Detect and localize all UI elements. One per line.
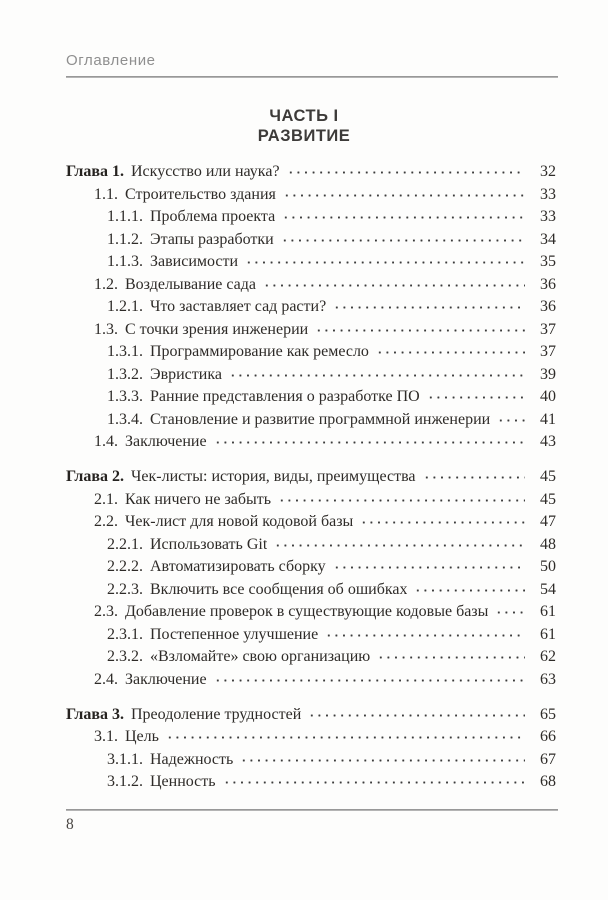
toc-entry — [66, 229, 556, 252]
dot-leader — [263, 284, 525, 287]
entry-number: Глава 3. — [66, 705, 124, 723]
entry-page: 36 — [540, 275, 556, 293]
entry-title: Цель — [125, 728, 159, 745]
dot-leader — [360, 521, 525, 524]
entry-number: 2.2.3. — [107, 580, 143, 598]
toc-entry — [66, 251, 556, 274]
dot-leader — [376, 351, 525, 354]
entry-number: 1.3.4. — [107, 410, 143, 428]
entry-number: 2.3. — [94, 603, 118, 620]
entry-number: Глава 1. — [66, 163, 124, 180]
entry-page: 35 — [540, 253, 556, 270]
toc-entry — [66, 579, 556, 602]
toc-entry — [66, 601, 556, 624]
entry-title: Искусство или наука? — [131, 163, 280, 180]
dot-leader — [214, 441, 525, 444]
toc-entry — [66, 319, 556, 342]
entry-number: 1.3. — [94, 320, 118, 338]
entry-title: Ранние представления о разработке ПО — [150, 388, 420, 405]
entry-number: 1.1. — [94, 185, 118, 203]
dot-leader — [281, 239, 525, 242]
entry-title: Заключение — [125, 433, 207, 450]
entry-number: 2.4. — [94, 670, 118, 688]
entry-number: 1.3.2. — [107, 365, 143, 383]
toc-entry — [66, 771, 556, 794]
entry-page: 66 — [540, 728, 556, 745]
toc-entry — [66, 386, 556, 409]
entry-title: Возделывание сада — [125, 275, 256, 293]
entry-page: 47 — [540, 513, 556, 530]
entry-title: Этапы разработки — [150, 230, 274, 248]
dot-leader — [427, 396, 525, 399]
entry-page: 34 — [540, 230, 556, 248]
entry-title: Включить все сообщения об ошибках — [150, 580, 408, 598]
toc-entry — [66, 274, 556, 297]
entry-number: 3.1.2. — [107, 773, 143, 790]
dot-leader — [497, 419, 525, 422]
dot-leader — [240, 759, 525, 762]
entry-number: 1.3.3. — [107, 388, 143, 405]
entry-number: 3.1.1. — [107, 750, 143, 768]
entry-number: 2.2. — [94, 513, 118, 530]
entry-page: 67 — [540, 750, 556, 768]
toc-entry — [66, 511, 556, 534]
entry-title: Преодоление трудностей — [131, 705, 302, 723]
entry-number: 1.3.1. — [107, 343, 143, 360]
entry-page: 50 — [540, 558, 556, 575]
entry-title: Заключение — [125, 670, 207, 688]
toc-entry — [66, 669, 556, 692]
entry-page: 41 — [540, 410, 556, 428]
running-header — [66, 52, 558, 78]
dot-leader — [274, 544, 525, 547]
entry-number: 3.1. — [94, 728, 118, 745]
entry-page: 54 — [540, 580, 556, 598]
entry-number: 1.2.1. — [107, 298, 143, 315]
entry-page: 32 — [540, 163, 556, 180]
dot-leader — [308, 714, 525, 717]
dot-leader — [283, 194, 525, 197]
entry-page: 36 — [540, 298, 556, 315]
dot-leader — [287, 171, 525, 174]
entry-page: 39 — [540, 365, 556, 383]
entry-number: 1.1.3. — [107, 253, 143, 270]
entry-title: Постепенное улучшение — [150, 625, 319, 643]
entry-number: 1.1.1. — [107, 208, 143, 225]
entry-page: 61 — [540, 603, 556, 620]
entry-title: Проблема проекта — [150, 208, 276, 225]
entry-title: Ценность — [150, 773, 216, 790]
entry-number: 1.1.2. — [107, 230, 143, 248]
entry-title: «Взломайте» свою организацию — [150, 648, 371, 665]
toc-entry — [66, 624, 556, 647]
part-label: ЧАСТЬ I — [269, 107, 339, 125]
toc-entry — [66, 489, 556, 512]
dot-leader — [333, 566, 525, 569]
entry-title: Как ничего не забыть — [125, 490, 272, 508]
entry-number: 2.2.1. — [107, 535, 143, 553]
entry-title: Чек-лист для новой кодовой базы — [125, 513, 354, 530]
entry-title: Что заставляет сад расти? — [150, 298, 327, 315]
entry-title: Чек-листы: история, виды, преимущества — [131, 468, 416, 485]
dot-leader — [325, 634, 525, 637]
dot-leader — [333, 306, 525, 309]
dot-leader — [315, 329, 525, 332]
entry-number: 1.2. — [94, 275, 118, 293]
entry-page: 33 — [540, 185, 556, 203]
entry-number: Глава 2. — [66, 468, 124, 485]
page-number: 8 — [66, 816, 74, 833]
entry-title: Становление и развитие программной инженерии — [150, 410, 491, 428]
entry-page: 40 — [540, 388, 556, 405]
entry-page: 37 — [540, 343, 556, 360]
entry-page: 45 — [540, 490, 556, 508]
entry-page: 62 — [540, 648, 556, 665]
toc-entry — [66, 466, 556, 489]
entry-number: 2.2.2. — [107, 558, 143, 575]
part-title: РАЗВИТИЕ — [257, 127, 351, 145]
dot-leader — [229, 374, 525, 377]
toc-entry — [66, 161, 556, 184]
entry-title: Добавление проверок в существующие кодовые базы — [125, 603, 489, 620]
entry-number: 2.3.1. — [107, 625, 143, 643]
entry-title: Эвристика — [150, 365, 222, 383]
entry-page: 61 — [540, 625, 556, 643]
toc-entry — [66, 749, 556, 772]
dot-leader — [495, 611, 525, 614]
part-heading — [0, 106, 608, 146]
entry-title: Надежность — [150, 750, 234, 768]
entry-title: Автоматизировать сборку — [150, 558, 326, 575]
entry-page: 43 — [540, 433, 556, 450]
toc-entry — [66, 184, 556, 207]
entry-title: С точки зрения инженерии — [125, 320, 309, 338]
running-header-text: Оглавление — [66, 52, 156, 69]
entry-number: 2.1. — [94, 490, 118, 508]
footer-rule — [66, 809, 558, 811]
toc-list — [66, 161, 556, 794]
entry-page: 33 — [540, 208, 556, 225]
dot-leader — [423, 476, 525, 479]
toc-entry — [66, 534, 556, 557]
toc-entry — [66, 646, 556, 669]
entry-page: 63 — [540, 670, 556, 688]
header-rule — [66, 76, 558, 78]
toc-entry — [66, 556, 556, 579]
toc-entry — [66, 364, 556, 387]
entry-number: 2.3.2. — [107, 648, 143, 665]
entry-page: 68 — [540, 773, 556, 790]
entry-title: Зависимости — [150, 253, 239, 270]
dot-leader — [377, 656, 525, 659]
entry-page: 48 — [540, 535, 556, 553]
entry-title: Программирование как ремесло — [150, 343, 369, 360]
toc-entry — [66, 726, 556, 749]
entry-title: Строительство здания — [125, 185, 276, 203]
page-footer — [66, 809, 558, 834]
entry-number: 1.4. — [94, 433, 118, 450]
entry-title: Использовать Git — [150, 535, 268, 553]
toc-entry — [66, 296, 556, 319]
dot-leader — [414, 589, 525, 592]
dot-leader — [166, 736, 525, 739]
dot-leader — [245, 261, 525, 264]
entry-page: 65 — [540, 705, 556, 723]
toc-entry — [66, 431, 556, 454]
dot-leader — [278, 499, 525, 502]
toc-entry — [66, 409, 556, 432]
toc-entry — [66, 704, 556, 727]
dot-leader — [214, 679, 525, 682]
entry-page: 45 — [540, 468, 556, 485]
dot-leader — [223, 781, 525, 784]
dot-leader — [282, 216, 525, 219]
toc-entry — [66, 206, 556, 229]
entry-page: 37 — [540, 320, 556, 338]
toc-entry — [66, 341, 556, 364]
